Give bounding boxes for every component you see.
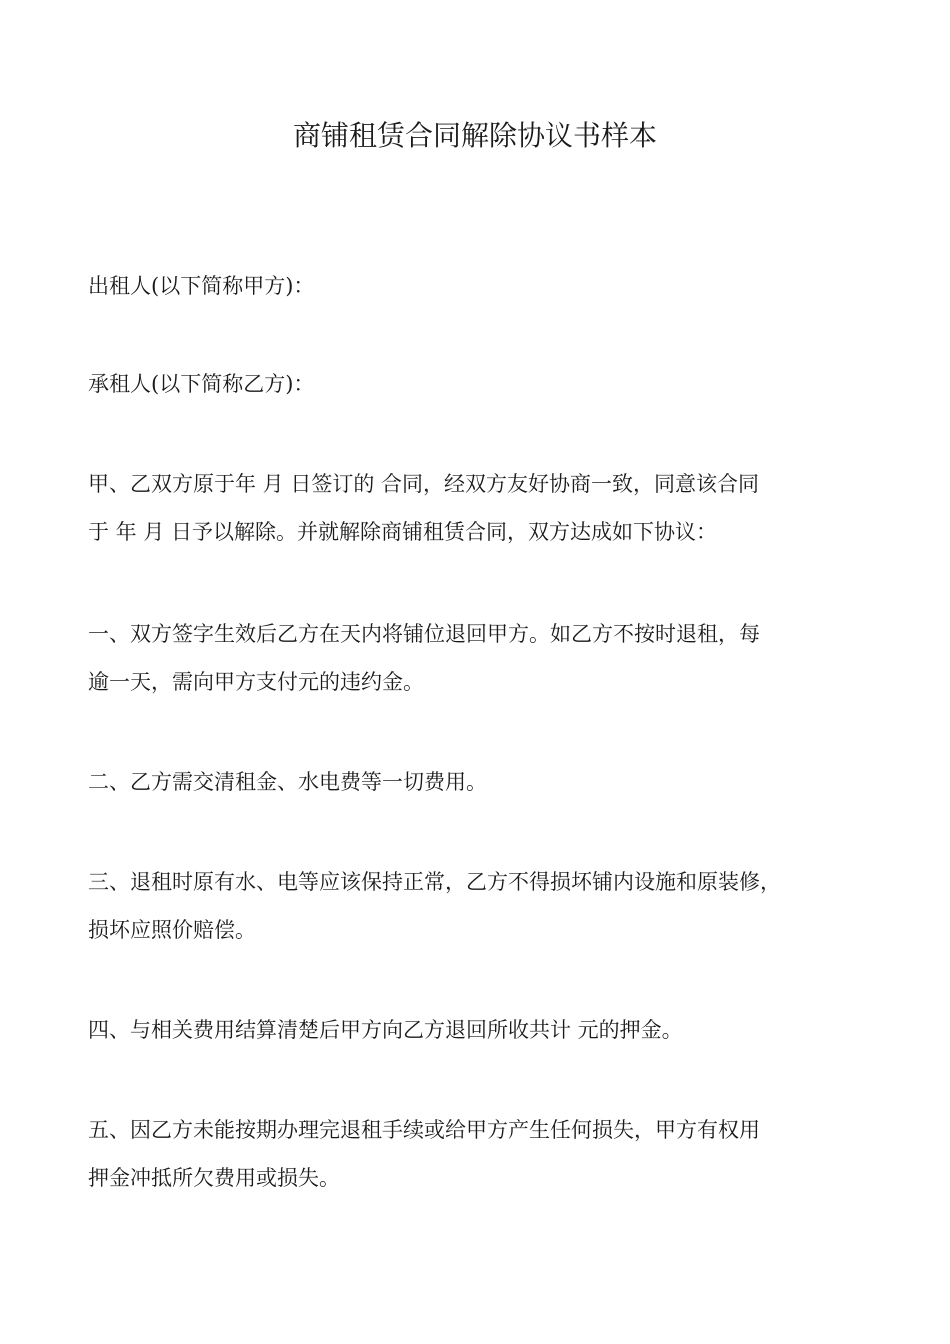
clause-5-line-1: 五、因乙方未能按期办理完退租手续或给甲方产生任何损失，甲方有权用 <box>88 1118 760 1142</box>
clause-1-line-1: 一、双方签字生效后乙方在天内将铺位退回甲方。如乙方不按时退租，每 <box>88 622 760 646</box>
clause-4 <box>88 1006 878 1054</box>
intro-line-2: 于 年 月 日予以解除。并就解除商铺租赁合同，双方达成如下协议： <box>88 520 718 544</box>
clause-3-line-1: 三、退租时原有水、电等应该保持正常，乙方不得损坏铺内设施和原装修， <box>88 870 781 894</box>
clause-2-line-1: 二、乙方需交清租金、水电费等一切费用。 <box>88 770 487 794</box>
clause-3 <box>88 858 878 954</box>
lessor-line <box>88 262 878 310</box>
intro-line-1: 甲、乙双方原于年 月 日签订的 合同，经双方友好协商一致，同意该合同 <box>88 472 760 496</box>
clause-5-line-2: 押金冲抵所欠费用或损失。 <box>88 1166 340 1190</box>
clause-3-line-2: 损坏应照价赔偿。 <box>88 918 256 942</box>
lessor-text: 出租人(以下简称甲方)： <box>88 274 315 298</box>
clause-2 <box>88 758 878 806</box>
intro-paragraph <box>88 460 878 556</box>
clause-5 <box>88 1106 878 1202</box>
clause-1 <box>88 610 878 706</box>
lessee-text: 承租人(以下简称乙方)： <box>88 372 315 396</box>
clause-1-line-2: 逾一天，需向甲方支付元的违约金。 <box>88 670 424 694</box>
document-title: 商铺租赁合同解除协议书样本 <box>292 119 657 152</box>
lessee-line <box>88 360 878 408</box>
clause-4-line-1: 四、与相关费用结算清楚后甲方向乙方退回所收共计 元的押金。 <box>88 1018 683 1042</box>
